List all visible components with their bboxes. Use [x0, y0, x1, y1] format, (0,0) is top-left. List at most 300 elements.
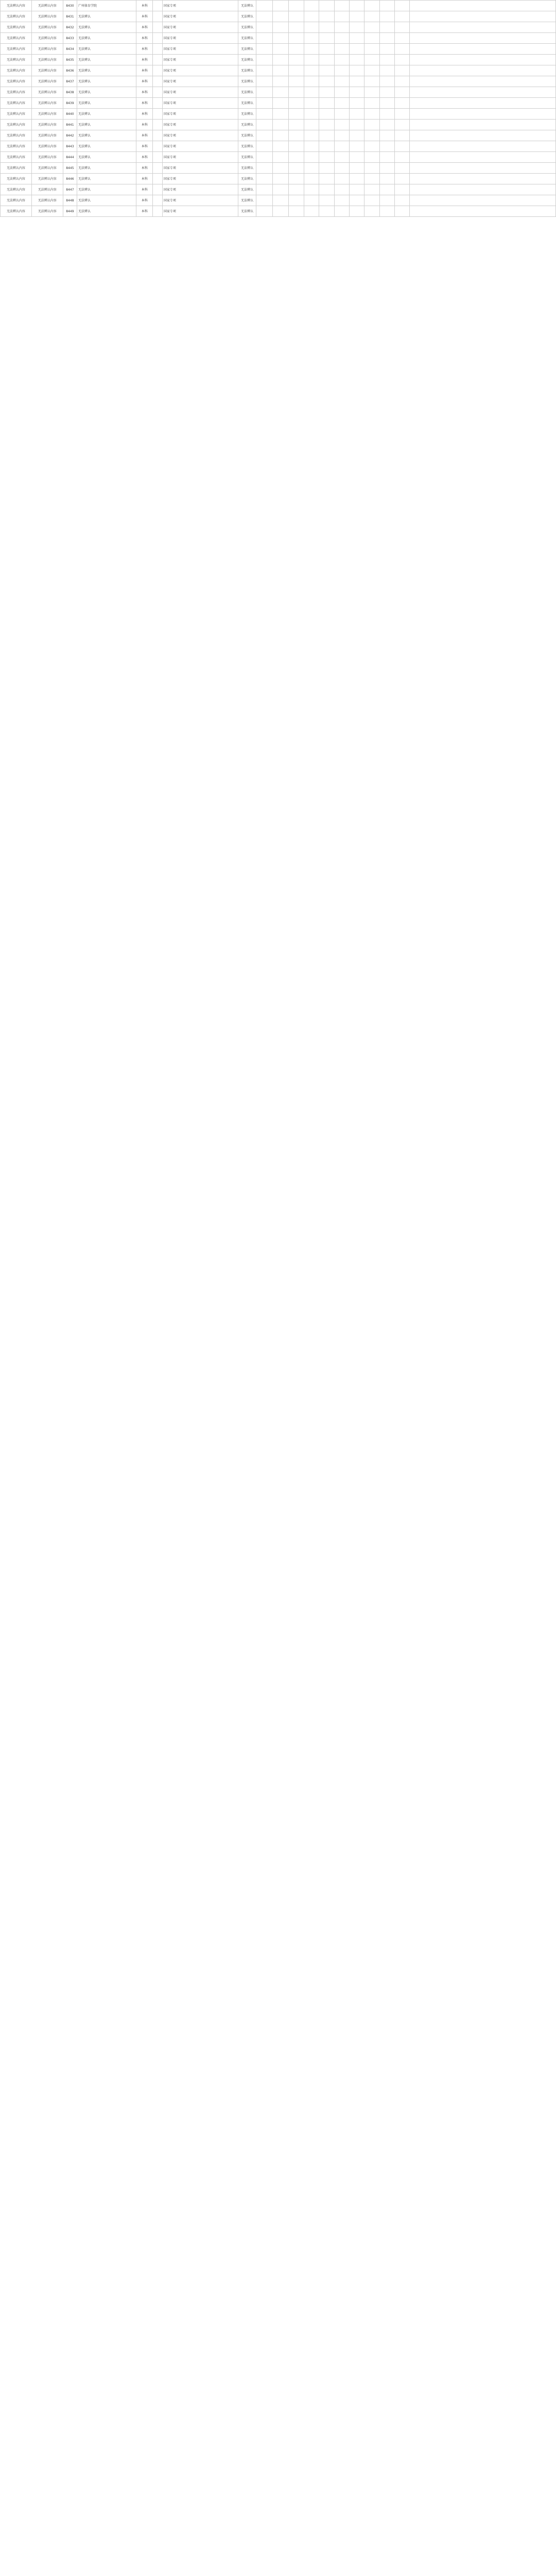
table-cell: 无法辨认内容	[31, 163, 63, 174]
table-cell	[395, 130, 410, 141]
table-cell	[364, 1, 379, 11]
table-cell: 8431	[63, 11, 77, 22]
table-cell	[272, 195, 288, 206]
table-cell: 国家专项	[162, 33, 238, 44]
table-cell	[349, 130, 364, 141]
table-cell	[349, 87, 364, 98]
table-cell: 无法辨认	[238, 206, 256, 217]
table-cell: 8435	[63, 55, 77, 65]
table-cell: 本科	[136, 109, 152, 120]
table-note-cell	[410, 44, 556, 55]
table-cell	[304, 184, 319, 195]
table-cell	[334, 33, 349, 44]
table-cell	[272, 141, 288, 152]
table-cell	[379, 22, 394, 33]
table-cell: 8440	[63, 109, 77, 120]
table-cell	[395, 11, 410, 22]
table-cell	[304, 44, 319, 55]
table-cell	[319, 11, 334, 22]
table-cell	[304, 120, 319, 130]
table-cell: 无法辨认	[77, 152, 136, 163]
table-cell	[256, 174, 272, 184]
table-cell	[334, 141, 349, 152]
table-cell	[256, 1, 272, 11]
table-cell	[304, 163, 319, 174]
table-cell: 本科	[136, 195, 152, 206]
table-cell	[364, 76, 379, 87]
table-cell	[395, 33, 410, 44]
table-cell: 无法辨认内容	[31, 44, 63, 55]
table-cell: 国家专项	[162, 55, 238, 65]
table-cell: 本科	[136, 55, 152, 65]
table-cell: 无法辨认内容	[1, 65, 32, 76]
table-note-cell	[410, 33, 556, 44]
table-cell	[349, 195, 364, 206]
table-cell	[334, 152, 349, 163]
table-note-cell	[410, 163, 556, 174]
table-cell	[364, 141, 379, 152]
table-cell: 8439	[63, 98, 77, 109]
table-cell	[272, 22, 288, 33]
table-cell	[379, 163, 394, 174]
table-cell: 无法辨认内容	[31, 11, 63, 22]
admission-table	[0, 0, 556, 217]
table-cell	[272, 55, 288, 65]
table-cell: 无法辨认内容	[1, 87, 32, 98]
table-row	[1, 87, 556, 98]
table-row	[1, 109, 556, 120]
table-cell	[349, 44, 364, 55]
table-cell: 国家专项	[162, 141, 238, 152]
table-cell	[334, 11, 349, 22]
table-cell: 8449	[63, 206, 77, 217]
table-cell	[364, 55, 379, 65]
table-cell	[289, 152, 304, 163]
table-cell: 无法辨认	[77, 33, 136, 44]
table-row	[1, 33, 556, 44]
table-cell	[349, 98, 364, 109]
table-cell	[152, 87, 162, 98]
table-cell	[349, 184, 364, 195]
table-cell	[379, 11, 394, 22]
table-cell	[272, 76, 288, 87]
table-cell: 无法辨认	[238, 120, 256, 130]
table-cell: 无法辨认内容	[1, 44, 32, 55]
table-cell: 无法辨认	[77, 98, 136, 109]
table-cell: 国家专项	[162, 44, 238, 55]
table-row	[1, 174, 556, 184]
table-cell: 无法辨认	[77, 55, 136, 65]
table-cell	[379, 1, 394, 11]
table-cell	[272, 120, 288, 130]
table-cell: 本科	[136, 33, 152, 44]
table-cell: 无法辨认	[238, 174, 256, 184]
table-cell: 无法辨认	[77, 109, 136, 120]
table-cell	[304, 130, 319, 141]
table-cell	[364, 206, 379, 217]
table-cell	[289, 65, 304, 76]
table-cell	[334, 163, 349, 174]
table-note-cell	[410, 195, 556, 206]
table-cell	[319, 109, 334, 120]
table-cell	[152, 1, 162, 11]
table-cell: 国家专项	[162, 1, 238, 11]
table-cell	[334, 174, 349, 184]
table-cell: 国家专项	[162, 152, 238, 163]
table-cell	[272, 174, 288, 184]
table-cell: 国家专项	[162, 87, 238, 98]
table-cell: 8444	[63, 152, 77, 163]
table-cell	[379, 55, 394, 65]
table-cell: 无法辨认内容	[1, 141, 32, 152]
table-cell	[319, 76, 334, 87]
table-cell: 无法辨认	[238, 195, 256, 206]
table-cell: 无法辨认内容	[1, 174, 32, 184]
table-cell: 无法辨认内容	[1, 184, 32, 195]
table-note-cell	[410, 22, 556, 33]
table-cell	[334, 195, 349, 206]
table-cell	[319, 120, 334, 130]
table-cell	[379, 33, 394, 44]
table-cell: 本科	[136, 76, 152, 87]
table-row	[1, 98, 556, 109]
table-cell	[319, 152, 334, 163]
table-cell: 无法辨认内容	[31, 76, 63, 87]
table-cell	[319, 163, 334, 174]
table-note-cell	[410, 87, 556, 98]
table-cell	[256, 152, 272, 163]
table-cell: 本科	[136, 141, 152, 152]
table-cell	[272, 87, 288, 98]
table-cell	[256, 141, 272, 152]
table-cell	[334, 44, 349, 55]
table-cell: 无法辨认	[238, 11, 256, 22]
table-cell	[289, 22, 304, 33]
table-cell	[152, 55, 162, 65]
table-cell: 本科	[136, 11, 152, 22]
table-cell	[152, 163, 162, 174]
table-cell	[379, 206, 394, 217]
table-cell	[349, 206, 364, 217]
table-cell	[289, 33, 304, 44]
table-cell: 无法辨认	[77, 130, 136, 141]
table-cell	[289, 174, 304, 184]
table-cell	[152, 152, 162, 163]
table-cell: 无法辨认	[77, 206, 136, 217]
table-cell	[364, 33, 379, 44]
table-row	[1, 55, 556, 65]
table-cell	[319, 33, 334, 44]
table-cell: 本科	[136, 44, 152, 55]
table-cell	[319, 206, 334, 217]
table-cell: 无法辨认	[238, 163, 256, 174]
table-cell: 国家专项	[162, 130, 238, 141]
table-cell	[152, 120, 162, 130]
table-cell	[379, 44, 394, 55]
table-cell: 无法辨认内容	[31, 152, 63, 163]
table-cell	[319, 195, 334, 206]
table-cell	[289, 141, 304, 152]
table-cell: 无法辨认内容	[31, 206, 63, 217]
table-cell	[304, 22, 319, 33]
table-cell	[272, 33, 288, 44]
table-cell	[334, 1, 349, 11]
table-cell	[349, 163, 364, 174]
table-cell: 无法辨认	[238, 65, 256, 76]
table-cell	[395, 163, 410, 174]
table-cell	[272, 163, 288, 174]
table-cell	[256, 55, 272, 65]
table-cell	[256, 163, 272, 174]
table-cell	[272, 11, 288, 22]
table-cell: 国家专项	[162, 195, 238, 206]
table-cell	[272, 130, 288, 141]
table-cell: 8434	[63, 44, 77, 55]
table-note-cell	[410, 174, 556, 184]
table-cell: 无法辨认	[238, 33, 256, 44]
table-cell: 无法辨认	[77, 87, 136, 98]
table-cell: 8445	[63, 163, 77, 174]
table-cell: 无法辨认内容	[31, 1, 63, 11]
table-note-cell	[410, 184, 556, 195]
table-cell: 本科	[136, 174, 152, 184]
table-cell: 国家专项	[162, 65, 238, 76]
table-cell	[152, 206, 162, 217]
table-cell	[379, 152, 394, 163]
table-cell	[289, 1, 304, 11]
table-cell	[152, 65, 162, 76]
table-cell	[334, 55, 349, 65]
table-cell	[319, 44, 334, 55]
table-cell	[289, 11, 304, 22]
table-cell	[349, 152, 364, 163]
table-cell: 国家专项	[162, 11, 238, 22]
table-cell	[334, 120, 349, 130]
table-cell	[395, 98, 410, 109]
table-cell	[152, 130, 162, 141]
table-row	[1, 22, 556, 33]
table-cell: 无法辨认	[77, 120, 136, 130]
table-cell: 本科	[136, 152, 152, 163]
table-cell	[319, 98, 334, 109]
table-cell: 8438	[63, 87, 77, 98]
table-row	[1, 184, 556, 195]
table-cell	[152, 33, 162, 44]
table-cell	[289, 98, 304, 109]
table-cell	[364, 44, 379, 55]
table-cell: 无法辨认内容	[31, 98, 63, 109]
table-cell	[364, 65, 379, 76]
table-note-cell	[410, 152, 556, 163]
table-cell: 无法辨认	[238, 87, 256, 98]
table-cell	[256, 206, 272, 217]
table-cell	[349, 120, 364, 130]
table-cell: 8447	[63, 184, 77, 195]
table-cell	[304, 55, 319, 65]
table-cell	[272, 44, 288, 55]
table-cell	[334, 130, 349, 141]
table-cell: 国家专项	[162, 98, 238, 109]
table-cell: 8430	[63, 1, 77, 11]
table-cell	[304, 33, 319, 44]
table-cell: 本科	[136, 163, 152, 174]
table-row	[1, 11, 556, 22]
table-cell	[304, 195, 319, 206]
table-cell	[256, 76, 272, 87]
table-cell	[304, 206, 319, 217]
table-cell	[395, 141, 410, 152]
table-cell	[272, 109, 288, 120]
table-cell: 8441	[63, 120, 77, 130]
table-cell	[319, 141, 334, 152]
table-cell: 广州体育学院	[77, 1, 136, 11]
table-cell	[256, 120, 272, 130]
table-cell	[304, 1, 319, 11]
table-note-cell	[410, 11, 556, 22]
table-cell	[272, 1, 288, 11]
table-cell: 无法辨认	[238, 98, 256, 109]
table-cell: 无法辨认	[77, 11, 136, 22]
table-cell: 国家专项	[162, 109, 238, 120]
table-note-cell	[410, 141, 556, 152]
table-cell: 8433	[63, 33, 77, 44]
table-cell	[395, 1, 410, 11]
table-cell	[289, 109, 304, 120]
table-cell: 无法辨认内容	[31, 174, 63, 184]
table-cell	[349, 22, 364, 33]
table-cell	[304, 152, 319, 163]
table-cell	[334, 76, 349, 87]
table-cell	[395, 22, 410, 33]
table-cell: 本科	[136, 130, 152, 141]
table-cell: 无法辨认	[238, 44, 256, 55]
table-cell: 8436	[63, 65, 77, 76]
table-cell	[379, 87, 394, 98]
table-cell: 无法辨认内容	[1, 1, 32, 11]
table-cell	[364, 195, 379, 206]
table-cell	[289, 87, 304, 98]
table-cell: 国家专项	[162, 22, 238, 33]
table-cell	[289, 44, 304, 55]
table-cell	[272, 152, 288, 163]
table-cell	[364, 130, 379, 141]
table-cell	[152, 141, 162, 152]
table-note-cell	[410, 65, 556, 76]
table-cell	[364, 98, 379, 109]
table-cell	[289, 163, 304, 174]
table-cell	[304, 76, 319, 87]
table-cell	[395, 206, 410, 217]
table-cell: 8448	[63, 195, 77, 206]
table-row	[1, 1, 556, 11]
table-cell: 无法辨认内容	[31, 33, 63, 44]
table-cell: 8443	[63, 141, 77, 152]
table-cell: 本科	[136, 65, 152, 76]
table-cell	[272, 206, 288, 217]
table-cell: 本科	[136, 87, 152, 98]
table-cell	[256, 11, 272, 22]
table-cell: 无法辨认	[77, 195, 136, 206]
table-row	[1, 152, 556, 163]
table-cell: 无法辨认	[238, 76, 256, 87]
table-cell	[349, 174, 364, 184]
table-cell	[256, 33, 272, 44]
table-cell	[152, 44, 162, 55]
table-cell: 本科	[136, 120, 152, 130]
table-cell: 本科	[136, 206, 152, 217]
table-cell: 国家专项	[162, 120, 238, 130]
table-cell: 无法辨认	[77, 184, 136, 195]
table-cell	[364, 109, 379, 120]
table-cell: 本科	[136, 22, 152, 33]
table-cell: 无法辨认内容	[1, 22, 32, 33]
table-cell	[256, 65, 272, 76]
table-cell: 8442	[63, 130, 77, 141]
table-cell: 无法辨认内容	[31, 55, 63, 65]
table-cell	[289, 55, 304, 65]
table-cell: 无法辨认内容	[31, 65, 63, 76]
table-cell	[395, 44, 410, 55]
table-cell: 本科	[136, 98, 152, 109]
table-cell	[349, 55, 364, 65]
table-cell	[334, 109, 349, 120]
table-cell	[349, 141, 364, 152]
table-cell	[289, 76, 304, 87]
table-cell	[152, 76, 162, 87]
table-cell: 本科	[136, 184, 152, 195]
table-cell: 国家专项	[162, 174, 238, 184]
table-cell: 无法辨认	[238, 109, 256, 120]
table-cell	[304, 98, 319, 109]
table-row	[1, 195, 556, 206]
data-sheet	[0, 0, 556, 217]
table-cell	[379, 109, 394, 120]
table-row	[1, 76, 556, 87]
table-cell	[319, 65, 334, 76]
table-cell	[152, 98, 162, 109]
table-row	[1, 130, 556, 141]
table-cell: 无法辨认内容	[1, 33, 32, 44]
table-cell	[349, 33, 364, 44]
table-cell	[256, 22, 272, 33]
table-cell: 无法辨认内容	[31, 195, 63, 206]
table-cell	[334, 65, 349, 76]
table-cell	[364, 163, 379, 174]
table-cell	[152, 109, 162, 120]
table-note-cell	[410, 120, 556, 130]
table-cell	[152, 184, 162, 195]
table-cell: 无法辨认内容	[1, 130, 32, 141]
table-cell: 无法辨认	[238, 130, 256, 141]
table-cell	[319, 130, 334, 141]
table-cell	[379, 98, 394, 109]
table-cell	[395, 184, 410, 195]
table-cell	[256, 184, 272, 195]
table-cell: 无法辨认	[77, 174, 136, 184]
table-cell	[364, 11, 379, 22]
table-cell	[304, 109, 319, 120]
table-cell: 国家专项	[162, 163, 238, 174]
table-cell	[395, 55, 410, 65]
table-cell: 无法辨认	[77, 76, 136, 87]
table-cell	[319, 55, 334, 65]
table-cell: 无法辨认内容	[31, 87, 63, 98]
table-cell: 无法辨认内容	[31, 184, 63, 195]
table-cell: 无法辨认	[238, 1, 256, 11]
table-row	[1, 120, 556, 130]
table-cell	[256, 130, 272, 141]
table-cell	[379, 184, 394, 195]
